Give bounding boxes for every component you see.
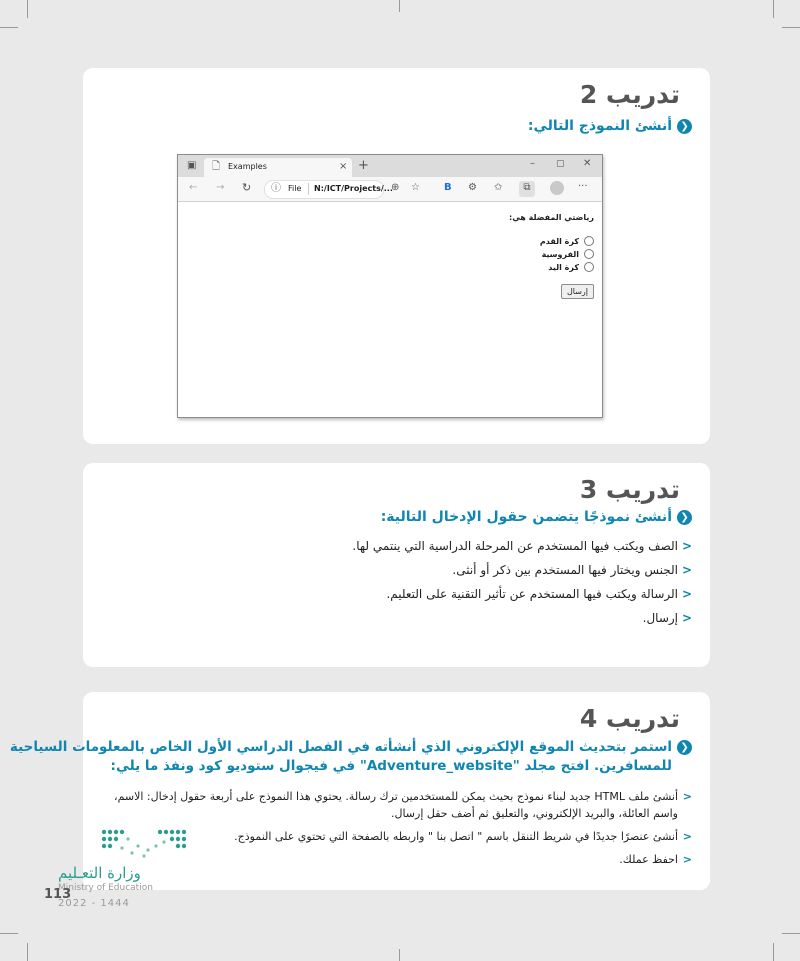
list-item [352, 539, 692, 553]
close-tab-icon[interactable]: × [339, 161, 348, 172]
info-icon: ⓘ [271, 183, 281, 194]
url-scheme: File [288, 184, 302, 193]
bing-icon[interactable]: B [444, 182, 452, 193]
exercise-3-title: تدريب 3 [579, 475, 680, 504]
exercise-3-instruction-text: أنشئ نموذجًا يتضمن حقول الإدخال التالية: [380, 509, 672, 525]
crop-mark [399, 949, 400, 961]
list-item-text: أنشئ ملف HTML جديد لبناء نموذج بحيث يمكن للمستخدمين ترك رسالة. يحتوي هذا النموذج على أربعة حقول إدخال: الاسم، واسم العائلة، والبريد الإلكتروني، والتعليق ثم أضف حقل إرسال. [114, 790, 678, 820]
browser-address-bar [178, 177, 602, 202]
radio-option[interactable] [509, 262, 594, 272]
url-text: N:/ICT/Projects/... [314, 184, 393, 193]
chevron-left-icon: ❮ [677, 740, 692, 755]
close-window-icon[interactable]: ✕ [583, 158, 592, 169]
tab-title: Examples [228, 162, 267, 171]
edition-year: 2022 - 1444 [58, 898, 130, 909]
bullet-arrow-icon: < [682, 790, 692, 803]
extensions-icon[interactable]: ⚙ [468, 182, 477, 193]
page-number: 113 [44, 887, 72, 902]
page-icon: 🗋 [212, 161, 221, 172]
radio-button[interactable] [584, 236, 594, 246]
exercise-2-title: تدريب 2 [579, 80, 680, 109]
bullet-arrow-icon: < [681, 539, 692, 553]
refresh-icon[interactable]: ↻ [242, 181, 252, 194]
browser-tab-bar [178, 155, 602, 177]
crop-mark [0, 27, 18, 28]
bullet-arrow-icon: < [681, 587, 692, 601]
bullet-arrow-icon: < [682, 830, 692, 843]
radio-option[interactable] [509, 236, 594, 246]
favorites-icon[interactable]: ✩ [494, 182, 503, 193]
radio-option[interactable] [509, 249, 594, 259]
list-item-text: أنشئ عنصرًا جديدًا في شريط التنقل باسم " اتصل بنا " واربطه بالصفحة التي تحتوي على النموذج. [234, 830, 678, 843]
list-item-text: الجنس ويختار فيها المستخدم بين ذكر أو أنثى. [452, 563, 678, 577]
crop-mark [399, 0, 400, 12]
exercise-4-instruction [9, 738, 692, 776]
ministry-logo [58, 826, 198, 916]
radio-label: الفروسية [541, 249, 579, 259]
maximize-icon[interactable]: ▢ [556, 159, 565, 169]
bullet-arrow-icon: < [681, 563, 692, 577]
crop-mark [782, 933, 800, 934]
instruction-line: للمسافرين. افتح مجلد "Adventure_website" في فيجوال ستوديو كود ونفذ ما يلي: [110, 758, 672, 774]
more-icon[interactable]: ··· [578, 181, 588, 192]
url-field[interactable] [264, 180, 393, 199]
list-item [352, 611, 692, 625]
list-item [352, 587, 692, 601]
crop-mark [27, 0, 28, 18]
browser-tab[interactable] [204, 158, 352, 177]
crop-mark [773, 0, 774, 18]
radio-button[interactable] [584, 249, 594, 259]
list-item [352, 563, 692, 577]
collections-icon[interactable]: ⧉ [519, 181, 535, 197]
chevron-left-icon: ❮ [677, 119, 692, 134]
list-item [87, 788, 692, 822]
crop-mark [0, 933, 18, 934]
exercise-4-instruction-text [10, 738, 672, 776]
exercise-4-title: تدريب 4 [579, 704, 680, 733]
submit-button[interactable]: إرسال [561, 284, 594, 299]
new-tab-icon[interactable]: + [358, 158, 369, 173]
crop-mark [773, 943, 774, 961]
favorite-add-icon[interactable]: ☆ [411, 182, 420, 193]
form-content [509, 213, 594, 299]
list-item-text: احفظ عملك. [619, 853, 678, 866]
crop-mark [782, 27, 800, 28]
ministry-name-arabic: وزارة التعـليم [58, 864, 141, 882]
list-item-text: الرسالة ويكتب فيها المستخدم عن تأثير التقنية على التعليم. [386, 587, 678, 601]
exercise-3-list [352, 539, 692, 635]
list-item-text: إرسال. [642, 611, 678, 625]
exercise-2-instruction-text: أنشئ النموذج التالي: [527, 118, 672, 134]
ministry-name-english: Ministry of Education [58, 883, 153, 893]
list-item-text: الصف ويكتب فيها المستخدم عن المرحلة الدراسية التي ينتمي لها. [352, 539, 678, 553]
instruction-line: استمر بتحديث الموقع الإلكتروني الذي أنشأته في الفصل الدراسي الأول الخاص بالمعلومات السياحية [9, 739, 672, 755]
minimize-icon[interactable]: – [530, 158, 535, 169]
ministry-logo-icon [98, 826, 188, 860]
profile-icon[interactable] [550, 181, 564, 195]
exercise-3-card [83, 463, 710, 667]
bullet-arrow-icon: < [681, 611, 692, 625]
exercise-3-instruction [381, 509, 692, 525]
zoom-icon[interactable]: ⊕ [391, 182, 400, 193]
radio-label: كرة القدم [539, 236, 579, 246]
url-divider [308, 183, 309, 195]
form-question: رياضتي المفضلة هي: [509, 213, 594, 222]
browser-window [177, 154, 603, 418]
back-icon[interactable]: ← [189, 182, 198, 193]
forward-icon[interactable]: → [216, 182, 225, 193]
radio-button[interactable] [584, 262, 594, 272]
crop-mark [27, 943, 28, 961]
bullet-arrow-icon: < [682, 853, 692, 866]
exercise-2-instruction [528, 118, 692, 134]
radio-label: كرة اليد [548, 262, 579, 272]
chevron-left-icon: ❮ [677, 510, 692, 525]
window-icon[interactable]: ▣ [187, 160, 197, 171]
